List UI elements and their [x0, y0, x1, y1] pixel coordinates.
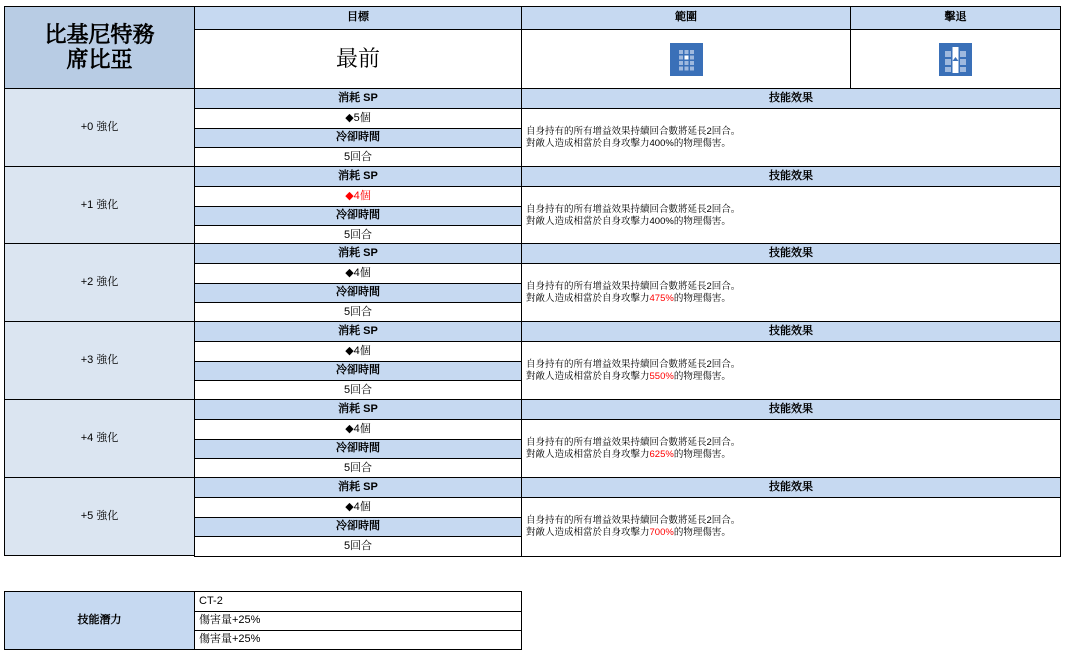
sp-header: 消耗 SP	[194, 477, 522, 498]
cooldown-value: 5回合	[194, 147, 522, 168]
damage-value: 700%	[649, 527, 674, 538]
sp-header: 消耗 SP	[194, 321, 522, 342]
target-header: 目標	[194, 6, 522, 30]
level-label: +4 強化	[4, 399, 195, 478]
sp-value: ◆5個	[194, 108, 522, 129]
effect-description	[521, 263, 1061, 323]
level-label: +0 強化	[4, 88, 195, 167]
sp-header: 消耗 SP	[194, 243, 522, 264]
sp-value: ◆4個	[194, 497, 522, 518]
cooldown-value: 5回合	[194, 302, 522, 323]
sp-value: ◆4個	[194, 186, 522, 207]
knockback-cell	[850, 29, 1061, 89]
level-label: +5 強化	[4, 477, 195, 556]
sp-value: ◆4個	[194, 419, 522, 440]
damage-value: 400%	[649, 216, 674, 227]
effect-post: 的物理傷害。	[673, 449, 731, 460]
effect-line1: 自身持有的所有增益效果持續回合數將延長2回合。	[526, 515, 741, 527]
effect-line1: 自身持有的所有增益效果持續回合數將延長2回合。	[526, 126, 741, 138]
effect-post: 的物理傷害。	[673, 527, 731, 538]
effect-description	[521, 497, 1061, 557]
effect-line2	[526, 216, 731, 228]
knockback-svg	[939, 43, 972, 76]
effect-line2	[526, 449, 731, 461]
range-grid-svg	[670, 43, 703, 76]
effect-pre: 對敵人造成相當於自身攻擊力	[526, 371, 650, 382]
skill-title-line2: 席比亞	[66, 46, 133, 72]
cooldown-header: 冷卻時間	[194, 128, 522, 148]
potential-item: CT-2	[194, 591, 522, 612]
damage-value: 550%	[649, 371, 674, 382]
range-header: 範圍	[521, 6, 851, 30]
effect-description	[521, 419, 1061, 479]
target-value: 最前	[194, 29, 522, 89]
effect-pre: 對敵人造成相當於自身攻擊力	[526, 527, 650, 538]
effect-header: 技能效果	[521, 88, 1061, 109]
sp-header: 消耗 SP	[194, 399, 522, 420]
level-label: +3 強化	[4, 321, 195, 400]
cooldown-header: 冷卻時間	[194, 206, 522, 226]
effect-description	[521, 341, 1061, 401]
damage-value: 625%	[649, 449, 674, 460]
effect-header: 技能效果	[521, 321, 1061, 342]
effect-pre: 對敵人造成相當於自身攻擊力	[526, 293, 650, 304]
cooldown-value: 5回合	[194, 536, 522, 557]
sp-header: 消耗 SP	[194, 88, 522, 109]
effect-line1: 自身持有的所有增益效果持續回合數將延長2回合。	[526, 437, 741, 449]
cooldown-header: 冷卻時間	[194, 361, 522, 381]
damage-value: 475%	[649, 293, 674, 304]
effect-header: 技能效果	[521, 477, 1061, 498]
effect-header: 技能效果	[521, 399, 1061, 420]
potential-item: 傷害量+25%	[194, 611, 522, 631]
damage-value: 400%	[649, 138, 674, 149]
potential-item: 傷害量+25%	[194, 630, 522, 650]
effect-header: 技能效果	[521, 166, 1061, 187]
cooldown-header: 冷卻時間	[194, 439, 522, 459]
skill-title-line1: 比基尼特務	[44, 22, 155, 48]
effect-line2	[526, 371, 731, 383]
cooldown-header: 冷卻時間	[194, 283, 522, 303]
cooldown-value: 5回合	[194, 380, 522, 401]
cooldown-value: 5回合	[194, 225, 522, 246]
effect-line2	[526, 293, 731, 305]
effect-pre: 對敵人造成相當於自身攻擊力	[526, 138, 650, 149]
sp-header: 消耗 SP	[194, 166, 522, 187]
effect-post: 的物理傷害。	[673, 293, 731, 304]
effect-header: 技能效果	[521, 243, 1061, 264]
skill-title	[4, 6, 195, 89]
effect-line1: 自身持有的所有增益效果持續回合數將延長2回合。	[526, 359, 741, 371]
effect-post: 的物理傷害。	[673, 371, 731, 382]
effect-post: 的物理傷害。	[673, 216, 731, 227]
level-label: +1 強化	[4, 166, 195, 245]
cooldown-header: 冷卻時間	[194, 517, 522, 537]
range-cell	[521, 29, 851, 89]
range-grid-icon	[670, 43, 703, 76]
effect-line2	[526, 138, 731, 150]
potential-label: 技能潛力	[4, 591, 195, 650]
knockback-arrow-icon	[939, 43, 972, 76]
sp-value: ◆4個	[194, 263, 522, 284]
effect-description	[521, 108, 1061, 168]
effect-line1: 自身持有的所有增益效果持續回合數將延長2回合。	[526, 204, 741, 216]
sp-value: ◆4個	[194, 341, 522, 362]
effect-line1: 自身持有的所有增益效果持續回合數將延長2回合。	[526, 281, 741, 293]
effect-pre: 對敵人造成相當於自身攻擊力	[526, 449, 650, 460]
effect-pre: 對敵人造成相當於自身攻擊力	[526, 216, 650, 227]
knockback-header: 擊退	[850, 6, 1061, 30]
effect-line2	[526, 527, 731, 539]
effect-description	[521, 186, 1061, 246]
effect-post: 的物理傷害。	[673, 138, 731, 149]
cooldown-value: 5回合	[194, 458, 522, 479]
level-label: +2 強化	[4, 243, 195, 322]
